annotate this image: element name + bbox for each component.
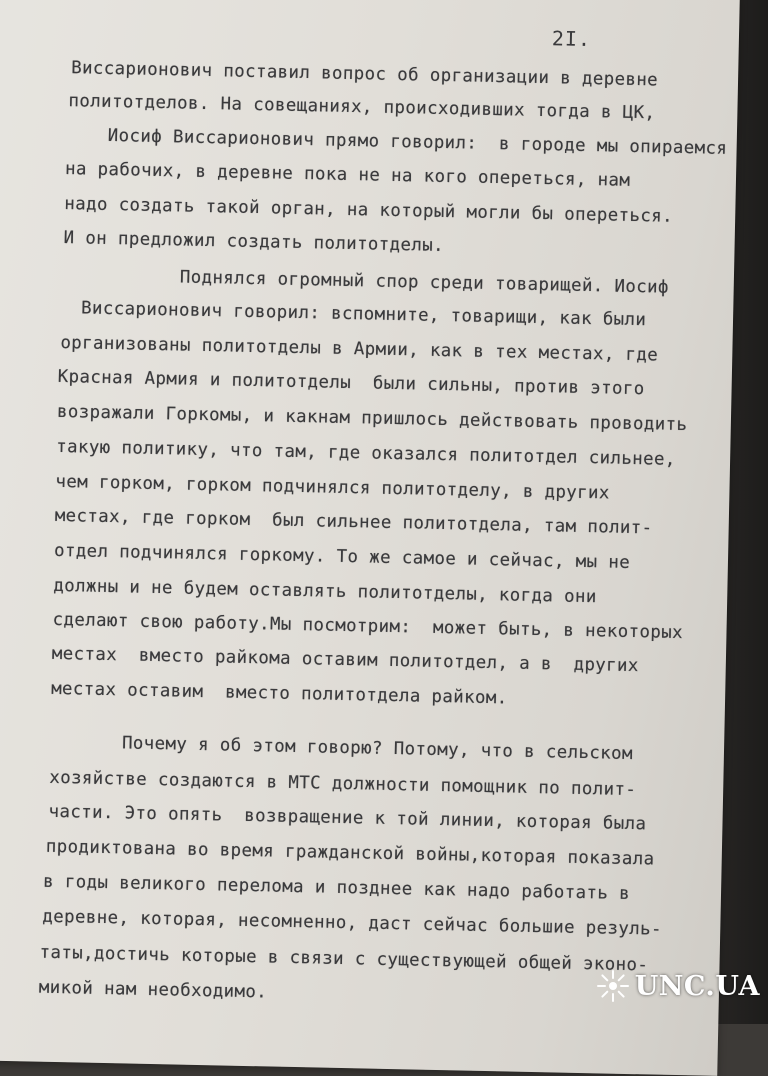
text-line: отдел подчинялся горкому. То же самое и сейчас, мы не bbox=[53, 540, 631, 573]
text-line: деревне, которая, несомненно, даст сейчас большие резуль- bbox=[42, 906, 663, 940]
text-line: организованы политотделы в Армии, как в тех местах, где bbox=[60, 332, 659, 366]
text-line: части. Это опять возвращение к той линии, которая была bbox=[48, 801, 647, 835]
text-line: надо создать такой орган, на который могли бы опереться. bbox=[64, 194, 674, 227]
text-line: сделают свою работу.Мы посмотрим: может быть, в некоторых bbox=[52, 609, 684, 644]
text-line: Поднялся огромный спор среди товарищей. Иосиф bbox=[179, 267, 670, 298]
text-line: чем горком, горком подчинялся политотделу, в других bbox=[55, 471, 610, 504]
text-line: в годы великого перелома и позднее как надо работать в bbox=[42, 871, 631, 905]
text-line: Красная Армия и политотделы были сильны, против этого bbox=[57, 366, 645, 400]
watermark-text: UNC.UA bbox=[634, 970, 760, 1002]
text-line: Виссарионович поставил вопрос об организации в деревне bbox=[70, 58, 659, 91]
text-line: продиктована во время гражданской войны,которая показала bbox=[45, 836, 655, 870]
text-line: микой нам необходимо. bbox=[38, 977, 268, 1003]
text-line: на рабочих, в деревне пока не на кого опереться, нам bbox=[64, 159, 631, 191]
text-line: местах вместо райкома оставим политотдел, а в других bbox=[51, 643, 639, 677]
text-line: Иосиф Виссарионович прямо говорил: в городе мы опираемся bbox=[107, 125, 728, 159]
text-line: возражали Горкомы, и какнам пришлось действовать проводить bbox=[56, 401, 688, 436]
text-line: Почему я об этом говорю? Потому, что в сельском bbox=[121, 733, 634, 765]
text-line: таты,достичь которые в связи с существующей общей эконо- bbox=[39, 942, 649, 976]
page-number: 2I. bbox=[551, 26, 592, 52]
text-line: хозяйстве создаются в МТС должности помощник по полит- bbox=[49, 767, 637, 801]
text-line: местах оставим вместо политотдела райком. bbox=[50, 678, 508, 709]
text-line: Виссарионович говорил: вспомните, товарищи, как были bbox=[80, 298, 647, 331]
text-line: должны и не будем оставлять политотделы, когда они bbox=[53, 575, 597, 608]
sunburst-icon bbox=[595, 968, 631, 1004]
text-line: такую политику, что там, где оказался политотдел сильнее, bbox=[56, 436, 676, 470]
text-line: политотделов. На совещаниях, происходивших тогда в ЦК, bbox=[68, 91, 656, 124]
text-line: И он предложил создать политотделы. bbox=[63, 228, 445, 256]
watermark bbox=[595, 968, 760, 1004]
text-line: местах, где горком был сильнее политотдела, там полит- bbox=[54, 505, 653, 539]
